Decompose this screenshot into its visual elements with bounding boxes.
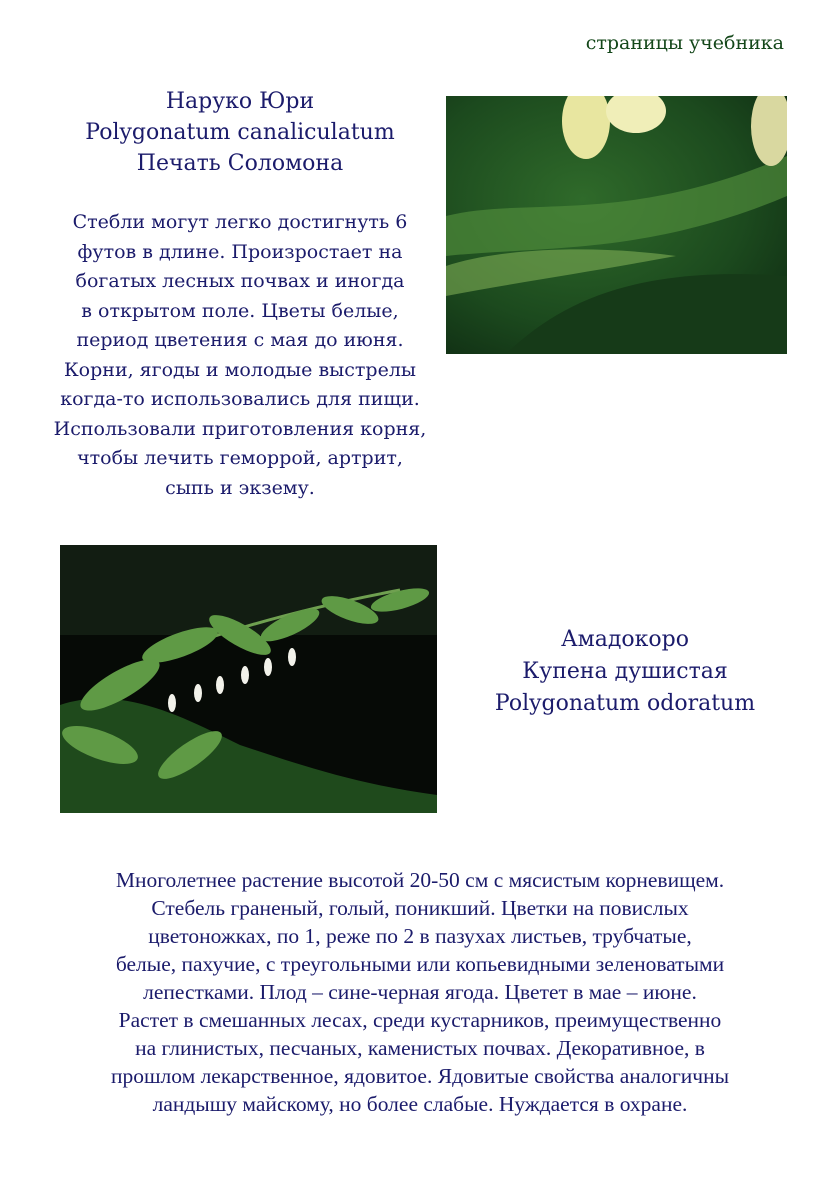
description-line: на глинистых, песчаных, каменистых почвах. Декоративное, в: [135, 1036, 705, 1060]
solomons-seal-photo: [446, 96, 787, 354]
plant1-description: [20, 208, 460, 503]
description-line: в открытом поле. Цветы белые,: [81, 299, 399, 322]
plant2-title-line: Амадокоро: [560, 627, 689, 652]
fragrant-solomons-seal-photo: [60, 545, 437, 813]
plant1-title-line: Печать Соломона: [136, 151, 344, 176]
description-line: чтобы лечить геморрой, артрит,: [77, 447, 403, 469]
description-line: Использовали приготовления корня,: [53, 417, 427, 440]
description-line: богатых лесных почвах и иногда: [75, 270, 405, 292]
plant2-description: [20, 866, 820, 1118]
description-line: сыпь и экзему.: [165, 476, 315, 499]
description-line: футов в длине. Произростает на: [77, 240, 403, 263]
description-line: период цветения с мая до июня.: [76, 329, 404, 351]
description-line: Стебли могут легко достигнуть 6: [72, 211, 408, 233]
plant2-title-line: Купена душистая: [522, 659, 728, 684]
textbook-pages-link[interactable]: страницы учебника: [585, 32, 784, 54]
plant1-title-line: Polygonatum canaliculatum: [85, 120, 395, 145]
description-line: прошлом лекарственное, ядовитое. Ядовитые свойства аналогичны: [110, 1064, 730, 1088]
description-line: цветоножках, по 1, реже по 2 в пазухах листьев, трубчатые,: [148, 924, 692, 948]
description-line: Стебель граненый, голый, поникший. Цветки на повислых: [151, 896, 689, 920]
description-line: белые, пахучие, с треугольными или копьевидными зеленоватыми: [115, 952, 725, 976]
plant1-title: [30, 86, 450, 179]
description-line: когда-то использовались для пищи.: [60, 388, 420, 410]
plant2-title-line: Polygonatum odoratum: [494, 691, 756, 716]
plant2-title: [440, 624, 810, 720]
description-line: ландышу майскому, но более слабые. Нуждается в охране.: [152, 1092, 688, 1116]
description-line: Корни, ягоды и молодые выстрелы: [63, 358, 417, 381]
description-line: Многолетнее растение высотой 20-50 см с мясистым корневищем.: [115, 868, 725, 892]
description-line: Растет в смешанных лесах, среди кустарников, преимущественно: [118, 1008, 722, 1032]
description-line: лепестками. Плод – сине-черная ягода. Цветет в мае – июне.: [143, 980, 697, 1004]
plant1-title-line: Наруко Юри: [165, 89, 315, 114]
